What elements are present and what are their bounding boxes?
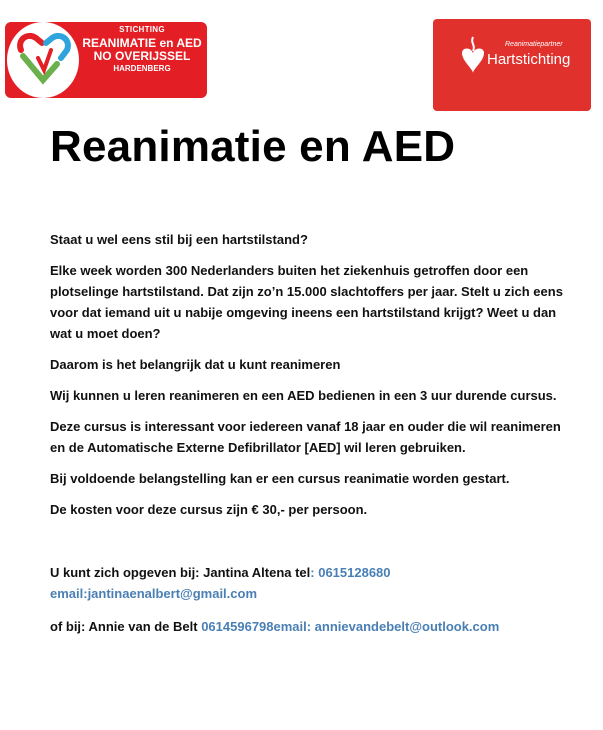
page-title: Reanimatie en AED bbox=[50, 122, 456, 171]
contact-jantina-email[interactable]: email:jantinaenalbert@gmail.com bbox=[50, 586, 258, 601]
paragraph-statistics: Elke week worden 300 Nederlanders buiten het ziekenhuis getroffen door een plotselinge hartstilstand. Dat zijn zo’n 15.000 slachtoffers per jaar. Stelt u zich eens voor dat iemand uit u nabije omgeving ineens een hartstilstand krijgt? Weet u dan wat u moet doen? bbox=[50, 263, 563, 341]
contact-annie-prefix: of bij: Annie van de Belt bbox=[50, 619, 202, 634]
logo-line-2: REANIMATIE en AED bbox=[82, 36, 202, 51]
stichting-logo bbox=[5, 22, 207, 98]
reanimatiepartner-label: Reanimatiepartner bbox=[505, 41, 563, 48]
contact-annie-phone-email[interactable]: 0614596798email: annievandebelt@outlook.com bbox=[201, 619, 500, 634]
contact-jantina-prefix: U kunt zich opgeven bij: Jantina Altena tel bbox=[50, 565, 311, 580]
paragraph-course-offer: Wij kunnen u leren reanimeren en een AED bedienen in een 3 uur durende cursus. bbox=[50, 388, 557, 403]
paragraph-cost: De kosten voor deze cursus zijn € 30,- per persoon. bbox=[50, 502, 368, 517]
paragraph-interest: Bij voldoende belangstelling kan er een cursus reanimatie worden gestart. bbox=[50, 471, 510, 486]
logo-line-1: STICHTING bbox=[119, 25, 165, 34]
paragraph-audience: Deze cursus is interessant voor iedereen vanaf 18 jaar en ouder die wil reanimeren en de Automatische Externe Defibrillator [AED] wil leren gebruiken. bbox=[50, 419, 561, 455]
hartstichting-logo bbox=[433, 19, 591, 111]
contact-jantina bbox=[50, 562, 570, 604]
contact-jantina-phone[interactable]: : 0615128680 bbox=[310, 565, 391, 580]
contact-annie bbox=[50, 616, 570, 637]
flame-heart-icon bbox=[460, 35, 486, 75]
hartstichting-label: Hartstichting bbox=[487, 51, 571, 68]
heart-logo-icon bbox=[7, 22, 79, 98]
logo-line-3: NO OVERIJSSEL bbox=[93, 48, 191, 63]
stichting-logo-text bbox=[79, 26, 205, 73]
paragraph-importance: Daarom is het belangrijk dat u kunt reanimeren bbox=[50, 357, 341, 372]
document-body bbox=[50, 229, 570, 637]
logo-line-4: HARDENBERG bbox=[113, 63, 171, 73]
paragraph-question: Staat u wel eens stil bij een hartstilstand? bbox=[50, 232, 308, 247]
